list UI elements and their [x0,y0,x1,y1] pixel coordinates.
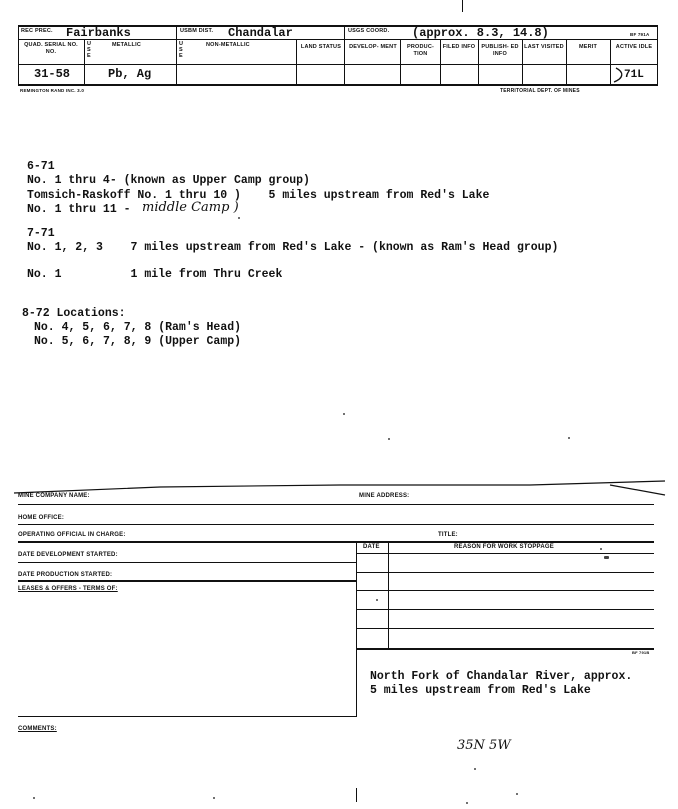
leases-offers-label: LEASES & OFFERS - TERMS OF: [18,586,118,592]
header-vdiv [344,25,345,85]
form-code-2: BF 791B [632,650,650,655]
header-vdiv [657,25,658,85]
form-vdiv [356,541,357,717]
production-label: PRODUC- TION [406,44,435,57]
location-description-2: 5 miles upstream from Red's Lake [370,684,591,697]
nonmetallic-label: NON-METALLIC [206,42,250,48]
printer-line: REMINGTON RAND INC. 3.0 [20,88,85,93]
rule [18,524,654,525]
development-label: DEVELOP- MENT [349,44,397,50]
form-vdiv [388,541,389,649]
note-line-3-handwritten: middle Camp ) [142,200,239,215]
rule [18,562,356,563]
title-label: TITLE: [438,532,458,538]
header-vdiv [400,39,401,85]
note-line-2: Tomsich-Raskoff No. 1 thru 10 ) 5 miles upstream from Red's Lake [27,189,490,202]
note-date-2: 7-71 [27,227,55,240]
form-top-rule [10,475,670,501]
header-vdiv [440,39,441,85]
filed-info-label: FILED INFO [442,44,476,50]
use-metallic-label: U S E [87,41,92,59]
location-item-1: No. 4, 5, 6, 7, 8 (Ram's Head) [34,321,242,334]
operating-official-label: OPERATING OFFICIAL IN CHARGE: [18,532,126,538]
mine-company-label: MINE COMPANY NAME: [18,493,90,499]
header-vdiv [176,25,177,85]
date-column-label: DATE [363,544,380,550]
scan-speck [466,802,468,804]
rule [356,553,654,554]
rule [18,716,356,717]
scan-speck [604,556,609,559]
rule [356,628,654,629]
rule [18,504,654,505]
header-vdiv [566,39,567,85]
territorial-dept: TERRITORIAL DEPT. OF MINES [500,88,580,94]
scan-speck [474,768,476,770]
scan-speck [343,413,345,415]
comments-label: COMMENTS: [18,726,57,732]
note-line-4: No. 1, 2, 3 7 miles upstream from Red's Lake - (known as Ram's Head group) [27,241,559,254]
note-line-5: No. 1 1 mile from Thru Creek [27,268,283,281]
rule [18,541,654,543]
rule [356,609,654,610]
rule [356,590,654,591]
scan-speck [376,599,378,601]
hand-mark-icon [612,66,626,84]
form-code: BF 791A [630,32,650,37]
reason-stoppage-label: REASON FOR WORK STOPPAGE [454,544,554,550]
note-line-1: No. 1 thru 4- (known as Upper Camp group) [27,174,310,187]
active-idle-label: ACTIVE IDLE [615,44,653,50]
home-office-label: HOME OFFICE: [18,515,65,521]
active-idle-value: 71L [624,69,644,81]
scan-speck [568,437,570,439]
metallic-value: Pb, Ag [108,67,152,81]
note-line-3: No. 1 thru 11 - [27,203,131,216]
scan-mark [462,0,463,12]
header-vdiv [84,39,85,85]
scan-speck [600,548,602,550]
quad-serial-value: 31-58 [34,67,71,81]
merit-label: MERIT [578,44,598,50]
rec-prec-label: REC PREC. [21,28,53,34]
header-bottom-rule [18,84,658,86]
scan-speck [516,793,518,795]
last-visited-label: LAST VISITED [524,44,564,50]
date-production-label: DATE PRODUCTION STARTED: [18,572,113,578]
rule [18,580,356,582]
scan-speck [33,797,35,799]
usgs-coord-label: USGS COORD. [348,28,390,34]
usgs-coord-value: (approx. 8.3, 14.8) [412,26,549,40]
header-rule-3 [18,64,658,65]
note-date-1: 6-71 [27,160,55,173]
land-status-label: LAND STATUS [300,44,342,50]
date-development-label: DATE DEVELOPMENT STARTED: [18,552,118,558]
metallic-label: METALLIC [112,42,141,48]
locations-heading: 8-72 Locations: [22,307,126,320]
location-item-2: No. 5, 6, 7, 8, 9 (Upper Camp) [34,335,242,348]
handwritten-reference: 35N 5W [457,738,511,753]
header-vdiv [478,39,479,85]
scan-speck [388,438,390,440]
form-vdiv [356,788,357,802]
use-nonmetallic-label: U S E [179,41,184,59]
usbm-dist-label: USBM DIST. [180,28,214,34]
header-vdiv [18,25,19,85]
rec-prec-value: Fairbanks [66,26,131,40]
rule [356,572,654,573]
scan-speck [213,797,215,799]
header-vdiv [522,39,523,85]
quad-serial-label: QUAD. SERIAL NO. NO. [24,42,78,55]
header-vdiv [296,39,297,85]
header-vdiv [610,39,611,85]
mine-address-label: MINE ADDRESS: [359,493,410,499]
scan-speck [238,217,240,219]
published-info-label: PUBLISH- ED INFO [481,44,519,57]
rule [356,648,654,650]
usbm-dist-value: Chandalar [228,26,293,40]
location-description-1: North Fork of Chandalar River, approx. [370,670,633,683]
